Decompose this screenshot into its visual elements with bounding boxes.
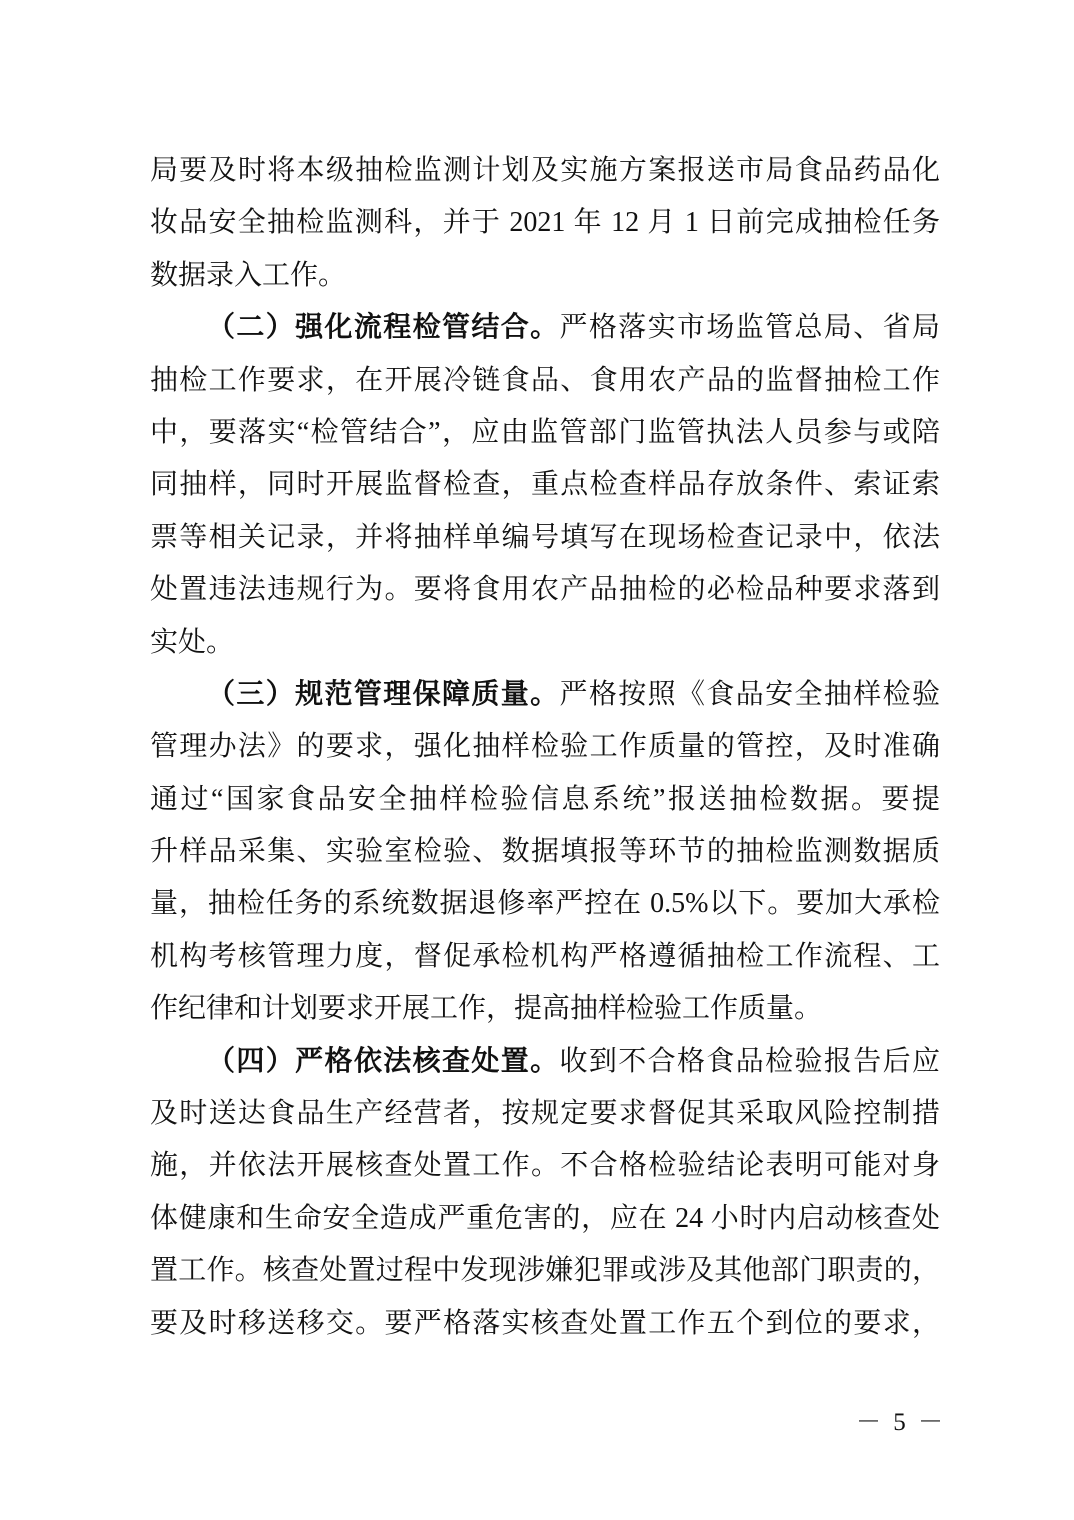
paragraph-text-segment: 严格落实市场监管总局、省局: [559, 312, 940, 344]
paragraph-text-segment: 收到不合格食品检验报告后应: [559, 1045, 940, 1077]
paragraph-text-segment: 局要及时将本级抽检监测计划及实施方案报送市局食品药品化: [150, 155, 940, 186]
text-line: [150, 197, 940, 249]
text-line: [150, 669, 940, 721]
text-line: [150, 302, 940, 354]
paragraph-text-segment: 实处。: [150, 626, 235, 658]
text-line: [150, 459, 940, 511]
paragraph-text-segment: 升样品采集、实验室检验、数据填报等环节的抽检监测数据质: [150, 836, 940, 868]
text-line: [150, 1245, 940, 1297]
paragraph-heading-segment: （四）严格依法核查处置。: [207, 1045, 560, 1077]
text-line: [150, 721, 940, 773]
paragraph-text-segment: 妆品安全抽检监测科，并于 2021 年 12 月 1 日前完成抽检任务: [150, 207, 940, 239]
paragraph-text-segment: 处置违法违规行为。要将食用农产品抽检的必检品种要求落到: [150, 574, 940, 606]
text-line: [150, 145, 940, 197]
paragraph-text-segment: 通过“国家食品安全抽样检验信息系统”报送抽检数据。要提: [150, 783, 940, 815]
paragraph-text-segment: 机构考核管理力度，督促承检机构严格遵循抽检工作流程、工: [150, 940, 940, 972]
paragraph-text-segment: 同抽样，同时开展监督检查，重点检查样品存放条件、索证索: [150, 469, 940, 501]
text-line: [150, 564, 940, 616]
text-line: [150, 250, 940, 302]
text-line: [150, 1088, 940, 1140]
page-number: － 5 －: [855, 1409, 946, 1436]
text-line: [150, 1193, 940, 1245]
text-line: [150, 826, 940, 878]
paragraph-text-segment: 抽检工作要求，在开展冷链食品、食用农产品的监督抽检工作: [150, 364, 940, 396]
paragraph-text-segment: 量，抽检任务的系统数据退修率严控在 0.5%以下。要加大承检: [150, 888, 940, 920]
text-line: [150, 512, 940, 564]
paragraph-text-segment: 中，要落实“检管结合”，应由监管部门监管执法人员参与或陪: [150, 416, 940, 448]
text-line: [150, 1036, 940, 1088]
text-line: [150, 407, 940, 459]
text-line: [150, 931, 940, 983]
text-line: [150, 617, 940, 669]
document-body: [150, 145, 940, 1350]
paragraph-text-segment: 作纪律和计划要求开展工作，提高抽样检验工作质量。: [150, 993, 823, 1025]
paragraph-text-segment: 置工作。核查处置过程中发现涉嫌犯罪或涉及其他部门职责的，: [150, 1255, 940, 1287]
text-line: [150, 774, 940, 826]
paragraph-text-segment: 体健康和生命安全造成严重危害的，应在 24 小时内启动核查处: [150, 1202, 940, 1234]
text-line: [150, 355, 940, 407]
paragraph-text-segment: 数据录入工作。: [150, 259, 347, 291]
text-line: [150, 1140, 940, 1192]
paragraph-heading-segment: （二）强化流程检管结合。: [207, 312, 560, 344]
paragraph-text-segment: 严格按照《食品安全抽样检验: [559, 678, 940, 710]
text-line: [150, 878, 940, 930]
paragraph-heading-segment: （三）规范管理保障质量。: [207, 678, 560, 710]
paragraph-text-segment: 要及时移送移交。要严格落实核查处置工作五个到位的要求，: [150, 1307, 940, 1339]
paragraph-text-segment: 及时送达食品生产经营者，按规定要求督促其采取风险控制措: [150, 1098, 940, 1130]
text-line: [150, 1298, 940, 1350]
text-line: [150, 983, 940, 1035]
paragraph-text-segment: 施，并依法开展核查处置工作。不合格检验结论表明可能对身: [150, 1150, 940, 1182]
paragraph-text-segment: 票等相关记录，并将抽样单编号填写在现场检查记录中，依法: [150, 521, 940, 553]
paragraph-text-segment: 管理办法》的要求，强化抽样检验工作质量的管控，及时准确: [150, 731, 940, 763]
